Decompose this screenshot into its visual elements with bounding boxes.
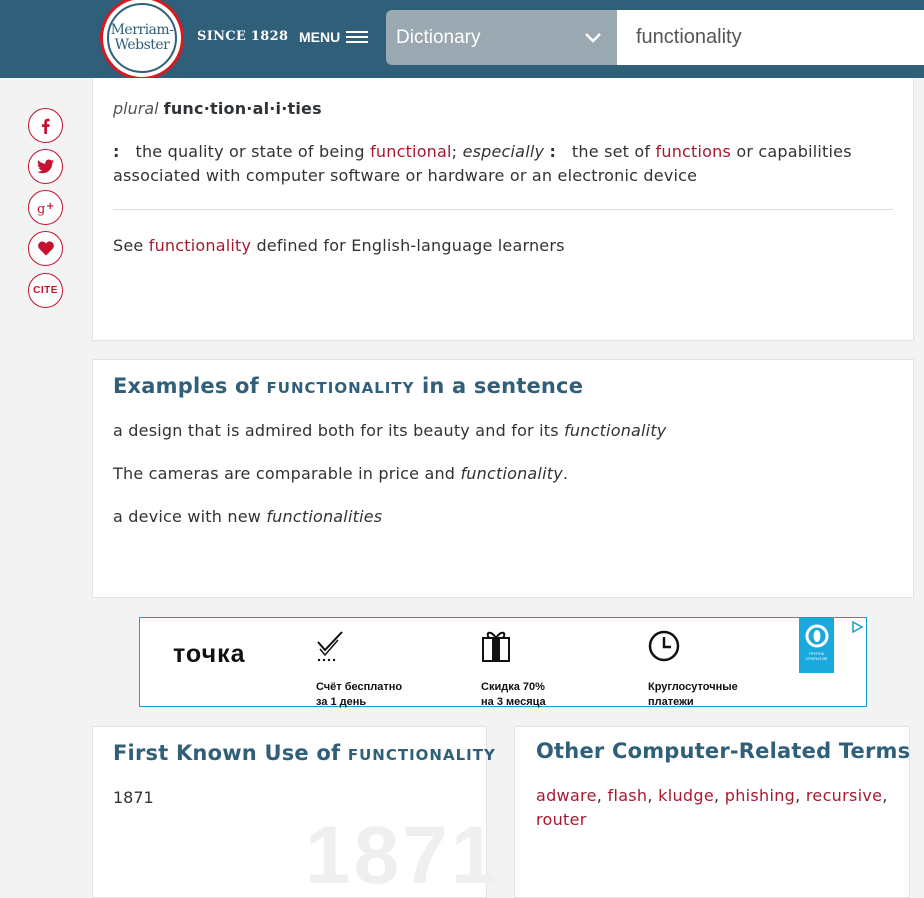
gift-icon	[481, 630, 511, 662]
chevron-down-icon	[583, 27, 603, 47]
examples-title-suffix: in a sentence	[421, 374, 584, 398]
logo-line-1: Merriam-	[110, 22, 174, 38]
hamburger-icon	[346, 31, 368, 43]
definition-part-3: or capabilities associated with computer software or hardware or an electronic device	[113, 142, 852, 185]
related-term-link[interactable]: router	[536, 810, 587, 829]
save-favorite-button[interactable]	[28, 231, 63, 266]
examples-title-prefix: Examples of	[113, 374, 259, 398]
related-term-link[interactable]: kludge	[658, 786, 714, 805]
cite-label: CITE	[33, 285, 58, 296]
share-google-plus-button[interactable]	[28, 190, 63, 225]
clock-icon	[648, 630, 680, 662]
example-end: .	[562, 464, 569, 483]
heart-icon	[38, 241, 54, 256]
ad-feature-text	[481, 680, 611, 710]
definition-colon: :	[113, 142, 120, 161]
divider	[113, 209, 893, 210]
cite-button[interactable]	[28, 273, 63, 308]
definition-card	[92, 78, 914, 341]
learners-link-line	[113, 236, 565, 255]
first-use-title-prefix: First Known Use of	[113, 741, 341, 765]
plural-form	[113, 99, 322, 118]
link-learners-functionality[interactable]: functionality	[148, 236, 252, 255]
since-1828-tagline: SINCE 1828	[197, 29, 289, 44]
related-terms-title: Other Computer-Related Terms	[536, 739, 911, 763]
example-word: functionality	[564, 421, 667, 440]
first-use-year: 1871	[113, 788, 154, 807]
example-sentence	[113, 507, 382, 526]
example-text: The cameras are comparable in price and	[113, 464, 456, 483]
ad-badge-text: ГРУППА ОТКРЫТИЕ	[805, 651, 828, 661]
examples-title-word: FUNCTIONALITY	[266, 379, 415, 397]
examples-card	[92, 359, 914, 598]
definition-especially: especially	[462, 142, 545, 161]
checkmark-icon	[316, 630, 346, 662]
ad-feature	[316, 630, 403, 708]
ad-feature-line: за 1 день	[316, 696, 367, 708]
ad-feature-line: Счёт бесплатно	[316, 681, 403, 693]
logo-line-2: Webster	[114, 37, 170, 53]
related-term-link[interactable]: adware	[536, 786, 597, 805]
merriam-webster-logo[interactable]	[100, 0, 184, 80]
year-watermark: 1871	[305, 810, 500, 898]
search-input[interactable]	[617, 10, 924, 65]
plural-label: plural	[113, 99, 159, 118]
svg-text:+: +	[45, 200, 54, 212]
example-sentence	[113, 421, 666, 440]
share-twitter-button[interactable]	[28, 149, 63, 184]
ad-feature-line: на 3 месяца	[481, 696, 546, 708]
related-term-link[interactable]: flash	[607, 786, 648, 805]
link-functions[interactable]: functions	[655, 142, 732, 161]
advertisement-banner[interactable]	[139, 617, 867, 707]
twitter-icon	[37, 159, 54, 174]
dictionary-select[interactable]	[386, 10, 617, 65]
menu-button[interactable]	[299, 29, 368, 45]
examples-title	[113, 374, 583, 398]
definition-text	[113, 140, 873, 188]
first-known-use-card	[92, 726, 500, 898]
ad-partner-badge	[799, 618, 834, 673]
logo-inner	[107, 3, 177, 73]
definition-colon-2: :	[549, 142, 557, 161]
definition-part-1: the quality or state of being	[135, 142, 365, 161]
related-terms-list: adware, flash, kludge, phishing, recursive, router	[536, 786, 888, 829]
example-word: functionality	[460, 464, 563, 483]
see-suffix: defined for English-language learners	[256, 236, 565, 255]
svg-text:g: g	[36, 201, 45, 216]
example-text: a design that is admired both for its beauty and for its	[113, 421, 559, 440]
ad-feature-line: Скидка 70%	[481, 681, 545, 693]
example-text: a device with new	[113, 507, 262, 526]
otkritie-logo-icon	[805, 624, 829, 648]
first-use-title-word: FUNCTIONALITY	[347, 746, 496, 764]
ad-feature-text	[648, 680, 778, 710]
related-term-link[interactable]: phishing	[724, 786, 796, 805]
ad-feature	[481, 630, 546, 708]
definition-part-2: the set of	[571, 142, 651, 161]
example-sentence	[113, 464, 568, 483]
ad-brand-logo: точка	[173, 640, 246, 668]
related-terms-card	[514, 726, 910, 898]
ad-feature-line: Круглосуточные	[648, 681, 738, 693]
ad-feature	[648, 630, 738, 708]
definition-semicolon: ;	[451, 142, 458, 161]
site-header	[0, 0, 924, 78]
ad-choices-icon[interactable]	[851, 621, 863, 633]
see-prefix: See	[113, 236, 144, 255]
plural-word: func·tion·al·i·ties	[163, 99, 322, 118]
ad-feature-line: платежи	[648, 696, 694, 708]
link-functional[interactable]: functional	[370, 142, 452, 161]
first-use-title	[113, 741, 496, 765]
dictionary-select-value: Dictionary	[396, 26, 481, 48]
share-facebook-button[interactable]	[28, 108, 63, 143]
related-term-link[interactable]: recursive	[805, 786, 883, 805]
example-word: functionalities	[266, 507, 383, 526]
menu-label: MENU	[299, 29, 341, 45]
ad-feature-text	[316, 680, 446, 710]
facebook-icon	[38, 118, 54, 134]
google-plus-icon	[36, 200, 56, 216]
